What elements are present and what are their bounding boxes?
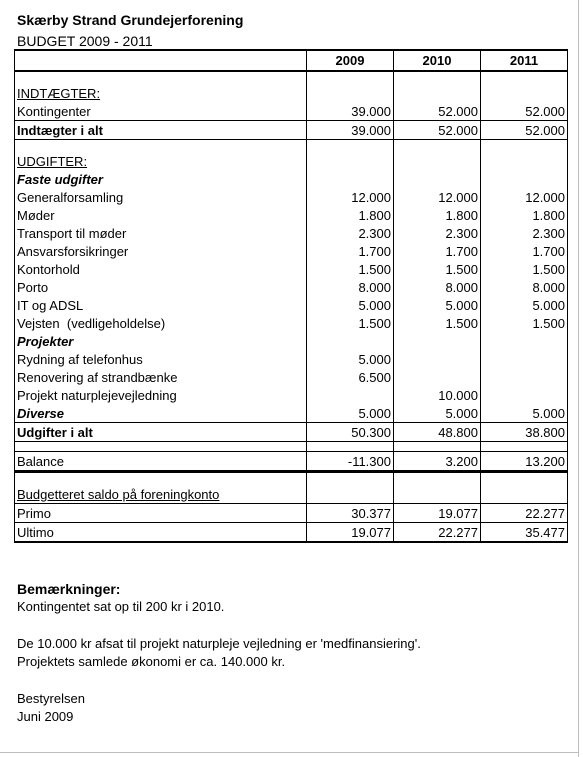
table-row <box>15 206 568 224</box>
row-label: Renovering af strandbænke <box>15 368 307 386</box>
table-header-row <box>15 50 568 71</box>
signature-date: Juni 2009 <box>17 709 74 724</box>
value-2009: 5.000 <box>307 350 394 368</box>
value-2011: 1.500 <box>481 314 568 332</box>
value-2011: 38.800 <box>481 423 568 442</box>
value-2011: 52.000 <box>481 121 568 140</box>
value-2011: 13.200 <box>481 452 568 472</box>
column-header-2011: 2011 <box>481 50 568 71</box>
row-label: Udgifter i alt <box>15 423 307 442</box>
value-2010: 52.000 <box>394 102 481 121</box>
value-2010: 1.500 <box>394 314 481 332</box>
value-2009: 19.077 <box>307 523 394 543</box>
expenses-total-row <box>15 423 568 442</box>
row-label: Kontingenter <box>15 102 307 121</box>
row-label: Møder <box>15 206 307 224</box>
value-2010: 2.300 <box>394 224 481 242</box>
value-2010: 1.700 <box>394 242 481 260</box>
value-2009: 39.000 <box>307 121 394 140</box>
ultimo-row <box>15 523 568 543</box>
page-edge <box>0 752 579 753</box>
value-2011 <box>481 350 568 368</box>
value-2010: 22.277 <box>394 523 481 543</box>
value-2009: 5.000 <box>307 296 394 314</box>
row-label: Porto <box>15 278 307 296</box>
table-row <box>15 260 568 278</box>
value-2009: 2.300 <box>307 224 394 242</box>
value-2011: 1.700 <box>481 242 568 260</box>
value-2011: 52.000 <box>481 102 568 121</box>
column-header-2009: 2009 <box>307 50 394 71</box>
value-2010: 48.800 <box>394 423 481 442</box>
table-row <box>15 188 568 206</box>
value-2011: 8.000 <box>481 278 568 296</box>
expenses-heading-row <box>15 152 568 170</box>
value-2011: 5.000 <box>481 404 568 423</box>
value-2011 <box>481 386 568 404</box>
row-label: Rydning af telefonhus <box>15 350 307 368</box>
value-2009 <box>307 386 394 404</box>
value-2010: 8.000 <box>394 278 481 296</box>
value-2010: 12.000 <box>394 188 481 206</box>
document-subtitle: BUDGET 2009 - 2011 <box>17 33 153 49</box>
header-label-cell <box>15 50 307 71</box>
value-2009: 8.000 <box>307 278 394 296</box>
value-2010 <box>394 350 481 368</box>
value-2010 <box>394 368 481 386</box>
value-2009: 1.500 <box>307 260 394 278</box>
value-2010: 19.077 <box>394 504 481 523</box>
table-row <box>15 102 568 121</box>
value-2009: 50.300 <box>307 423 394 442</box>
account-heading: Budgetteret saldo på foreningkonto <box>17 486 220 502</box>
value-2011: 1.800 <box>481 206 568 224</box>
value-2009: 12.000 <box>307 188 394 206</box>
budget-table <box>14 49 568 543</box>
page-edge <box>578 0 579 757</box>
notes-section <box>17 580 421 726</box>
row-label: Indtægter i alt <box>15 121 307 140</box>
value-2011 <box>481 368 568 386</box>
income-heading-row <box>15 84 568 102</box>
row-label: Generalforsamling <box>15 188 307 206</box>
value-2009: 1.700 <box>307 242 394 260</box>
table-row <box>15 386 568 404</box>
table-row <box>15 278 568 296</box>
note-line: De 10.000 kr afsat til projekt naturpleje vejledning er 'medfinansiering'. <box>17 636 421 651</box>
income-heading: INDTÆGTER: <box>17 85 101 101</box>
value-2011: 35.477 <box>481 523 568 543</box>
value-2010: 1.800 <box>394 206 481 224</box>
account-heading-row <box>15 485 568 504</box>
value-2009: 39.000 <box>307 102 394 121</box>
value-2009: 5.000 <box>307 404 394 423</box>
value-2009: 1.500 <box>307 314 394 332</box>
expenses-heading: UDGIFTER: <box>17 153 88 169</box>
value-2010: 10.000 <box>394 386 481 404</box>
notes-heading: Bemærkninger: <box>17 581 121 597</box>
value-2011: 5.000 <box>481 296 568 314</box>
row-label: Diverse <box>15 404 307 423</box>
row-label: Ansvarsforsikringer <box>15 242 307 260</box>
table-row <box>15 242 568 260</box>
note-line: Kontingentet sat op til 200 kr i 2010. <box>17 599 225 614</box>
column-header-2010: 2010 <box>394 50 481 71</box>
value-2009: 30.377 <box>307 504 394 523</box>
note-line: Projektets samlede økonomi er ca. 140.000 kr. <box>17 654 286 669</box>
row-label: Transport til møder <box>15 224 307 242</box>
value-2010: 5.000 <box>394 404 481 423</box>
value-2010: 1.500 <box>394 260 481 278</box>
income-total-row <box>15 121 568 140</box>
value-2011: 12.000 <box>481 188 568 206</box>
row-label: Ultimo <box>15 523 307 543</box>
row-label: Kontorhold <box>15 260 307 278</box>
document-title: Skærby Strand Grundejerforening <box>17 12 244 28</box>
balance-row <box>15 452 568 472</box>
value-2011: 22.277 <box>481 504 568 523</box>
table-row <box>15 296 568 314</box>
table-row <box>15 350 568 368</box>
value-2010: 3.200 <box>394 452 481 472</box>
table-row <box>15 224 568 242</box>
misc-row <box>15 404 568 423</box>
value-2011: 1.500 <box>481 260 568 278</box>
signature: Bestyrelsen <box>17 691 85 706</box>
projects-heading: Projekter <box>15 332 307 350</box>
row-label: Balance <box>15 452 307 472</box>
row-label: Vejsten (vedligeholdelse) <box>15 314 307 332</box>
primo-row <box>15 504 568 523</box>
fixed-expenses-heading: Faste udgifter <box>15 170 307 188</box>
fixed-expenses-heading-row <box>15 170 568 188</box>
value-2010: 5.000 <box>394 296 481 314</box>
row-label: IT og ADSL <box>15 296 307 314</box>
table-row <box>15 368 568 386</box>
value-2009: 6.500 <box>307 368 394 386</box>
value-2009: -11.300 <box>307 452 394 472</box>
table-row <box>15 314 568 332</box>
value-2009: 1.800 <box>307 206 394 224</box>
projects-heading-row <box>15 332 568 350</box>
value-2010: 52.000 <box>394 121 481 140</box>
row-label: Projekt naturplejevejledning <box>15 386 307 404</box>
value-2011: 2.300 <box>481 224 568 242</box>
row-label: Primo <box>15 504 307 523</box>
